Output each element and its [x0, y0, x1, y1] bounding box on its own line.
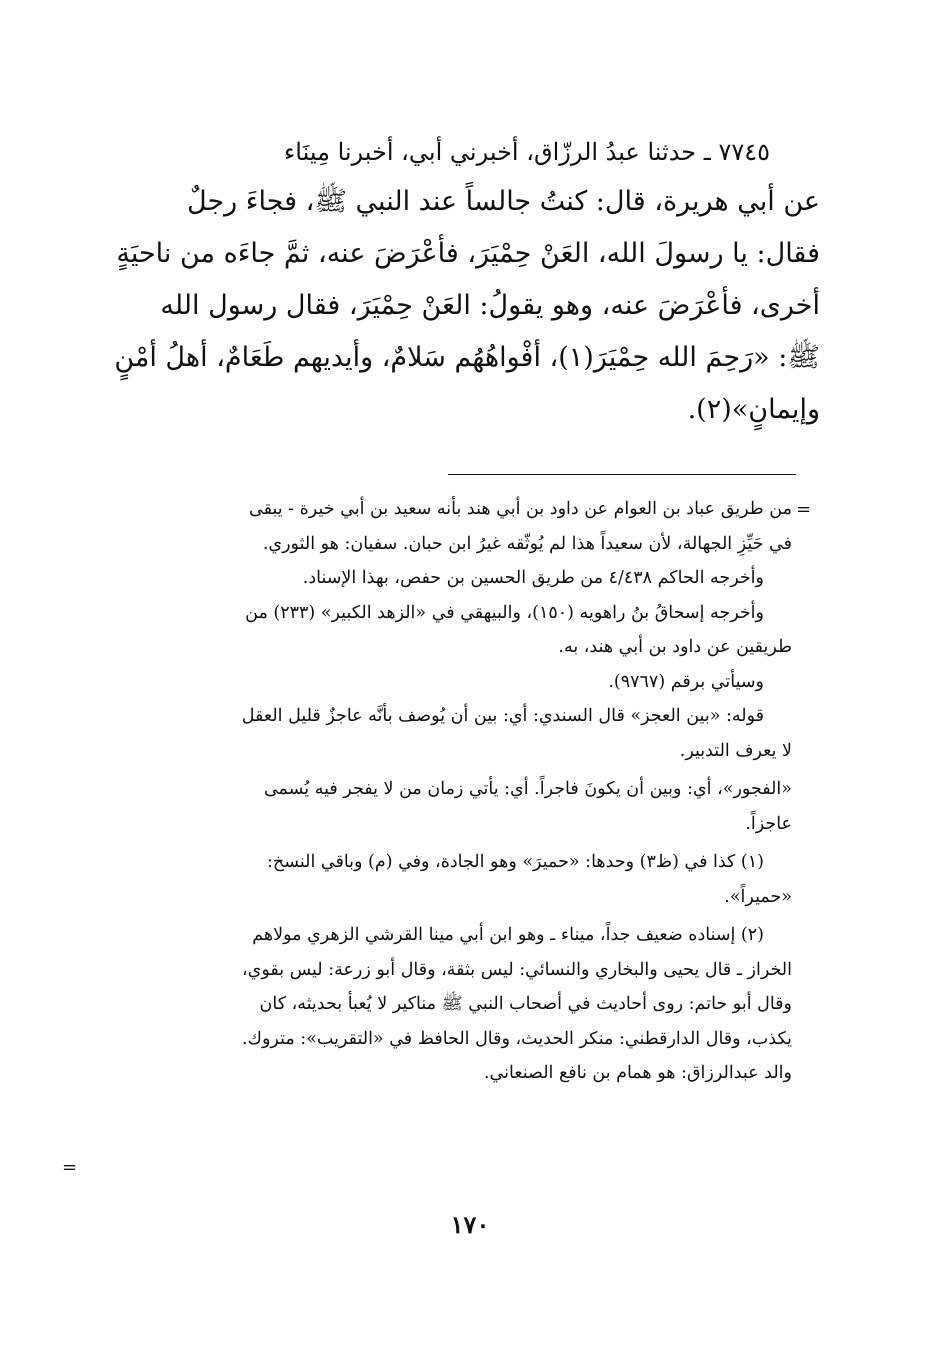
- hadith-line: عن أبي هريرة، قال: كنتُ جالساً عند النبي ﷺ، فجاءَ رجلٌ: [187, 186, 820, 217]
- footnote-line: وأخرجه إسحاقُ بنُ راهويه (١٥٠)، والبيهقي في «الزهد الكبير» (٢٣٣) من: [245, 602, 764, 623]
- footnote-line: من طريق عباد بن العوام عن داود بن أبي هند بأنه سعيد بن أبي خيرة - يبقى: [249, 499, 792, 519]
- hadith-line: ﷺ: «رَحِمَ الله حِمْيَرَ(١)، أفْواهُهُم سَلامٌ، وأيديهم طَعَامٌ، أهلُ أمْنٍ: [114, 342, 820, 373]
- hadith-line: فقال: يا رسولَ الله، العَنْ حِمْيَرَ، فأعْرَضَ عنه، ثمَّ جاءَه من ناحيَةٍ: [116, 238, 820, 269]
- hadith-line: ٧٧٤٥ ـ حدثنا عبدُ الرزّاق، أخبرني أبي، أخبرنا مِينَاء: [284, 138, 770, 166]
- footnote-line: وأخرجه الحاكم ٤/٤٣٨ من طريق الحسين بن حفص، بهذا الإسناد.: [302, 568, 764, 588]
- footnote-line: «حميراً».: [724, 886, 792, 907]
- footnote-1: (١) كذا في (ظ٣) وحدها: «حميرَ» وهو الجادة، وفي (م) وباقي النسخ:: [267, 852, 764, 872]
- bottom-marker: =: [62, 1157, 78, 1178]
- footnote-divider: [448, 474, 796, 475]
- footnote-line: وسيأتي برقم (٩٧٦٧).: [608, 671, 764, 692]
- footnote-line: في حَيِّزِ الجهالة، لأن سعيداً هذا لم يُوثّقه غيرُ ابن حبان. سفيان: هو الثوري.: [262, 533, 792, 554]
- hadith-line: وإيمانٍ»(٢).: [687, 394, 820, 425]
- continuation-marker: =: [796, 499, 812, 520]
- footnote-2: (٢) إسناده ضعيف جداً، ميناء ـ وهو ابن أبي مينا القرشي الزهري مولاهم: [252, 925, 764, 945]
- hadith-text: [100, 128, 820, 436]
- footnote-line: يكذب، وقال الدارقطني: منكر الحديث، وقال الحافظ في «التقريب»: متروك.: [241, 1028, 792, 1049]
- footnote-line: عاجزاً.: [745, 813, 792, 834]
- footnote-line: «الفجور»، أي: وبين أن يكونَ فاجراً. أي: يأتي زمان من لا يفجر فيه يُسمى: [263, 779, 792, 799]
- footnote-line: طريقين عن داود بن أبي هند، به.: [558, 637, 792, 657]
- footnote-line: قوله: «بين العجز» قال السندي: أي: بين أن يُوصف بأنَّه عاجزٌ قليل العقل: [241, 706, 764, 726]
- footnote-line: وقال أبو حاتم: روى أحاديث في أصحاب النبي ﷺ مناكير لا يُعبأ بحديثه، كان: [259, 994, 792, 1014]
- hadith-line: أخرى، فأعْرَضَ عنه، وهو يقولُ: العَنْ حِمْيَرَ، فقال رسول الله: [160, 290, 820, 321]
- footnote-line: لا يعرف التدبير.: [679, 740, 792, 761]
- footnotes: [98, 492, 792, 1091]
- page-number: ١٧٠: [450, 1210, 490, 1239]
- footnote-line: والد عبدالرزاق: هو همام بن نافع الصنعاني.: [483, 1063, 792, 1083]
- footnote-line: الخراز ـ قال يحيى والبخاري والنسائي: ليس بثقة، وقال أبو زرعة: ليس بقوي،: [242, 959, 792, 980]
